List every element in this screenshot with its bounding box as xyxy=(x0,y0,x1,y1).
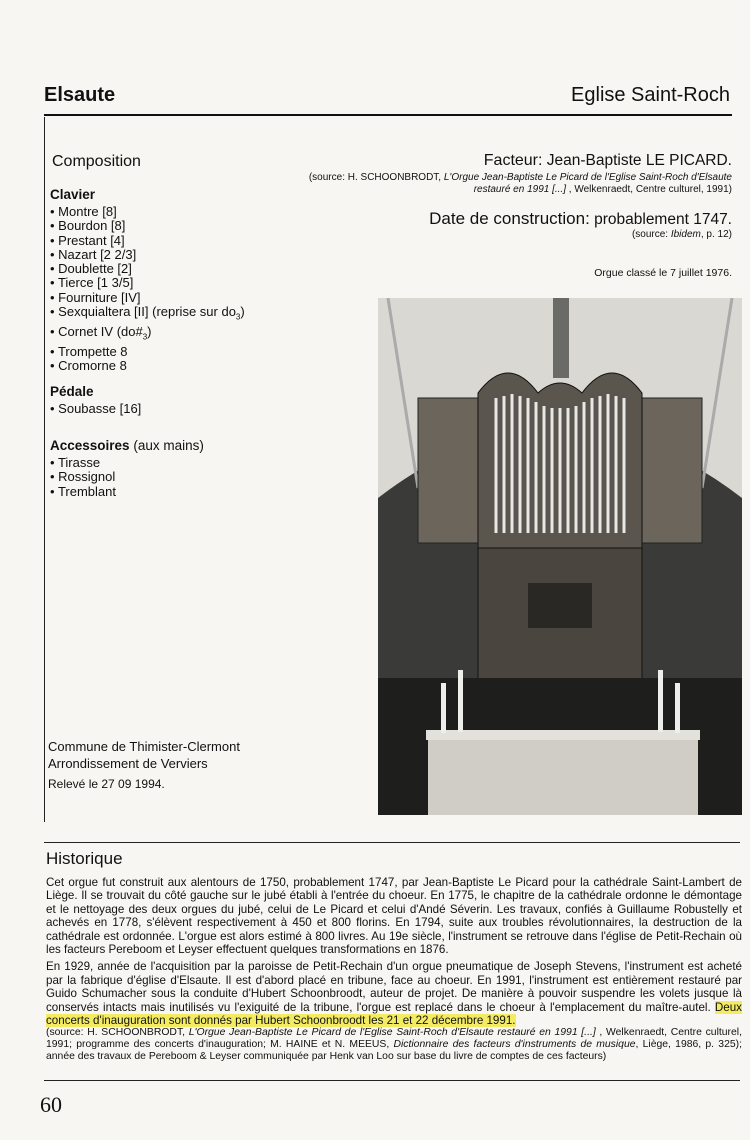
releve-date: Relevé le 27 09 1994. xyxy=(48,777,165,791)
arrondissement: Arrondissement de Verviers xyxy=(48,756,208,771)
facteur-value: Jean-Baptiste LE PICARD. xyxy=(546,152,732,169)
source-text: , p. 12) xyxy=(700,229,732,240)
location-title: Elsaute xyxy=(44,84,116,106)
source-title: L'Orgue Jean-Baptiste Le Picard de l'Eglise Saint-Roch d'Elsaute restauré en 1991 [...] xyxy=(443,172,732,195)
list-item: • Fourniture [IV] xyxy=(50,291,245,305)
date-source xyxy=(632,229,732,240)
historique-body xyxy=(46,876,742,1063)
list-item: • Soubasse [16] xyxy=(50,402,141,416)
historique-title: Historique xyxy=(46,849,123,868)
page-number: 60 xyxy=(40,1092,62,1117)
commune: Commune de Thimister-Clermont xyxy=(48,739,240,754)
list-item: • Bourdon [8] xyxy=(50,219,245,233)
historique-source xyxy=(46,1027,742,1062)
clavier-list xyxy=(50,205,245,373)
left-border xyxy=(44,117,45,822)
source-title: Dictionnaire des facteurs d'instruments de musique xyxy=(393,1039,636,1051)
accessoires-heading xyxy=(50,438,204,453)
list-item: • Prestant [4] xyxy=(50,234,245,248)
accessoires-title: Accessoires xyxy=(50,438,130,453)
historique-rule xyxy=(44,842,740,843)
list-item: • Trompette 8 xyxy=(50,345,245,359)
list-item: • Doublette [2] xyxy=(50,262,245,276)
list-item: • Cromorne 8 xyxy=(50,359,245,373)
classement-note: Orgue classé le 7 juillet 1976. xyxy=(594,267,732,279)
historique-paragraph xyxy=(46,960,742,1027)
source-text: (source: H. SCHOONBRODT, xyxy=(308,172,444,183)
source-text: (source: xyxy=(631,229,671,240)
facteur-label: Facteur: xyxy=(483,152,543,169)
list-item: • Sexquialtera [II] (reprise sur $do_3$) xyxy=(50,305,245,325)
list-item: • Tremblant xyxy=(50,485,116,499)
list-item: • Tirasse xyxy=(50,456,116,470)
commune-block xyxy=(48,738,240,772)
pedale-list xyxy=(50,402,141,416)
church-title: Eglise Saint-Roch xyxy=(571,84,730,106)
composition-title: Composition xyxy=(52,153,141,170)
facteur-source xyxy=(302,172,732,195)
historique-text: En 1929, année de l'acquisition par la paroisse de Petit-Rechain d'un orgue pneumatique de Joseph Stevens, l'instrument est acheté par la fabrique d'église d'Elsaute. Il est d'abord placé en tribune, face au choeur. En 1991, l'instrument est entièrement restauré par Guido Schumacher sous la conduite d'Hubert Schoonbroodt, auteur de projet. De manière à pouvoir suspendre les volets jusque là conservés intacts mais inutilisés vu l'exiguité de la tribune, l'orgue est replacé dans le choeur à l'emplacement du maître-autel. xyxy=(46,960,742,1014)
list-item: • Rossignol xyxy=(50,470,116,484)
list-item: • Tierce [1 3/5] xyxy=(50,276,245,290)
list-item: • Cornet IV $(do\#_3)$ xyxy=(50,325,245,345)
source-title: L'Orgue Jean-Baptiste Le Picard de l'Eglise Saint-Roch d'Elsaute restauré en 1991 [...] xyxy=(188,1027,596,1039)
highlighted-text: Deux concerts d'inauguration sont donnés par Hubert Schoonbroodt les 21 et 22 décembre 1991. xyxy=(46,1000,742,1028)
date-value: probablement 1747. xyxy=(594,211,732,228)
source-text: , Liège, 1986, p. 325); année des travaux de Pereboom & Leyser communiquée par Henk van Loo sur base du livre de comptes de ces facteurs) xyxy=(46,1039,742,1063)
bottom-rule xyxy=(44,1080,740,1081)
clavier-title: Clavier xyxy=(50,187,96,202)
date-line xyxy=(429,209,732,229)
organ-photo xyxy=(378,298,742,815)
accessoires-suffix: (aux mains) xyxy=(133,438,204,453)
historique-paragraph: Cet orgue fut construit aux alentours de 1750, probablement 1747, par Jean-Baptiste Le Picard pour la cathédrale Saint-Lambert de Liège. Il se trouvait du côté gauche sur le jubé établi à l'entrée du choeur. En 1775, le chapitre de la cathédrale ordonne le démontage et le nettoyage des deux orgues du jubé, celui de Le Picard et celui d'Andé Séverin. Les travaux, confiés à Guillaume Robustelly et achevés en 1778, s'élèvent respectivement à 450 et 800 florins. En 1794, suite aux troubles révolutionnaires, la destruction de la cathédrale est ordonnée. L'orgue est alors estimé à 800 livres. Au 19e siècle, l'instrument se retrouve dans l'église de Petit-Rechain où les facteurs Pereboom et Leyser effectuent quelques transformations en 1876. xyxy=(46,876,742,957)
header-rule xyxy=(44,114,732,116)
list-item: • Montre [8] xyxy=(50,205,245,219)
source-text: (source: H. SCHOONBRODT, xyxy=(46,1027,189,1039)
source-text: , Welkenraedt, Centre culturel, 1991; programme des concerts d'inauguration; M. HAINE et N. MEEUS, xyxy=(46,1027,742,1051)
accessoires-list xyxy=(50,456,116,499)
source-title: Ibidem xyxy=(670,229,701,240)
facteur-line xyxy=(484,152,732,170)
pedale-title: Pédale xyxy=(50,384,94,399)
date-label: Date de construction: xyxy=(429,209,590,228)
list-item: • Nazart [2 2/3] xyxy=(50,248,245,262)
source-text: , Welkenraedt, Centre culturel, 1991) xyxy=(565,183,732,195)
